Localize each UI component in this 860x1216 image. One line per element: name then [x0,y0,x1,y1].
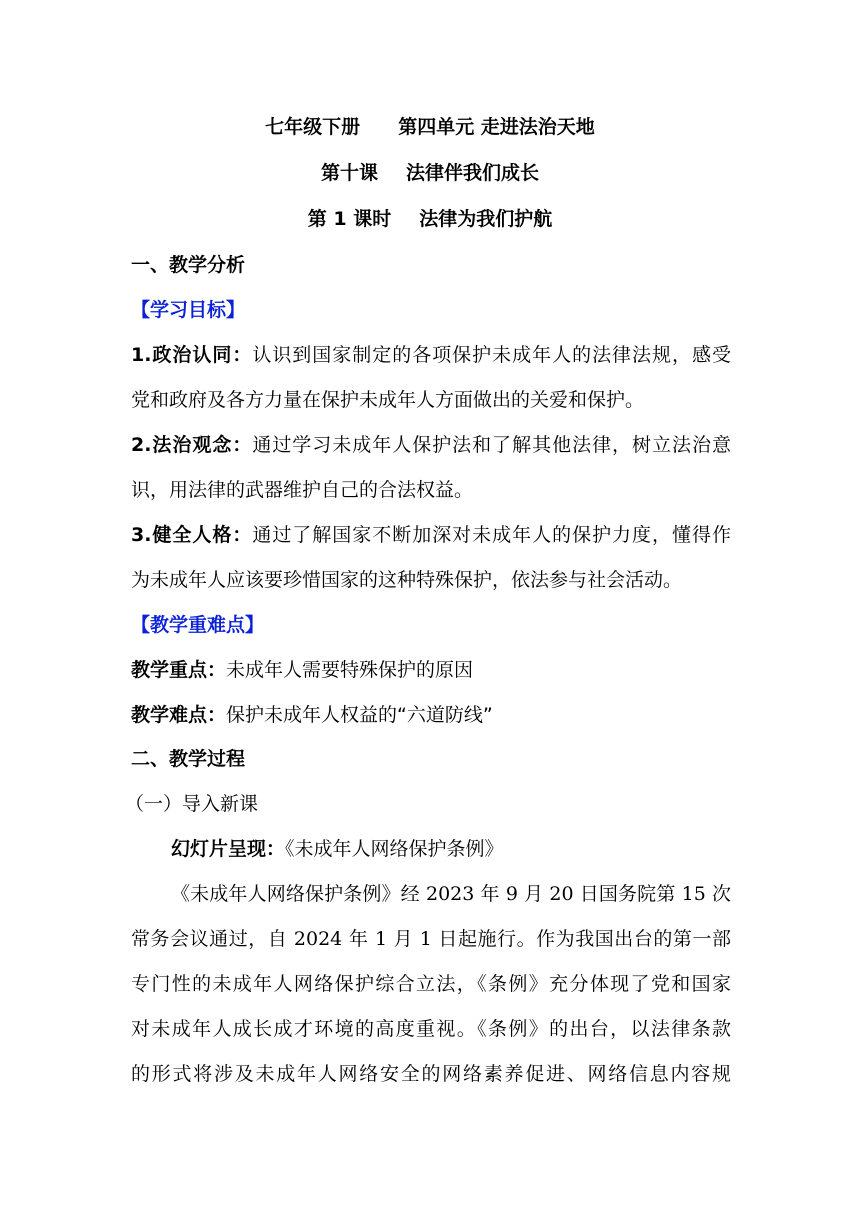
focus-text: 未成年人需要特殊保护的原因 [226,659,474,681]
focus-label: 教学重点： [131,659,227,681]
grade-label: 七年级下册 [265,116,361,138]
objective-3-line-2: 为未成年人应该要珍惜国家的这种特殊保护，依法参与社会活动。 [131,569,683,591]
objective-3-line-1 [131,522,731,548]
objectives-tag: 【学习目标】 [131,299,246,321]
subsection-intro: （一）导入新课 [125,793,259,815]
objective-1-label: 1.政治认同： [131,344,253,366]
keypoints-tag: 【教学重难点】 [131,614,265,636]
teaching-difficulty [131,702,731,728]
paragraph-line-4: 对未成年人成长成才环境的高度重视。《条例》的出台，以法律条款 [131,1018,731,1040]
title-line-1 [0,114,860,140]
lesson-number: 第十课 [320,162,378,184]
lesson-title: 法律伴我们成长 [406,162,540,184]
title-line-2 [0,160,860,186]
teaching-focus [131,657,731,683]
unit-title: 第四单元 走进法治天地 [398,116,595,138]
objective-2-line-1 [131,432,731,458]
period-number: 第 1 课时 [307,208,392,230]
paragraph-line-5: 的形式将涉及未成年人网络安全的网络素养促进、网络信息内容规 [131,1063,731,1085]
slide-line [131,836,771,862]
period-title: 法律为我们护航 [419,208,553,230]
objective-2-text-1: 通过学习未成年人保护法和了解其他法律，树立法治意 [252,434,731,456]
section2-heading: 二、教学过程 [131,748,246,770]
title-line-3 [0,206,860,232]
objective-1-line-1 [131,342,731,368]
slide-label: 幻灯片呈现： [171,838,286,860]
objective-1-text-1: 认识到国家制定的各项保护未成年人的法律法规，感受 [252,344,731,366]
objective-2-label: 2.法治观念： [131,434,253,456]
slide-text: 《未成年人网络保护条例》 [285,838,504,860]
paragraph-line-2: 常务会议通过，自 2024 年 1 月 1 日起施行。作为我国出台的第一部 [131,928,731,950]
objective-1-line-2: 党和政府及各方力量在保护未成年人方面做出的关爱和保护。 [131,389,645,411]
difficulty-text: 保护未成年人权益的“六道防线” [226,704,493,726]
objective-3-label: 3.健全人格： [131,524,253,546]
objective-2-line-2: 识，用法律的武器维护自己的合法权益。 [131,479,474,501]
section1-heading: 一、教学分析 [131,254,246,276]
objective-3-text-1: 通过了解国家不断加深对未成年人的保护力度，懂得作 [252,524,731,546]
paragraph-line-1: 《未成年人网络保护条例》经 2023 年 9 月 20 日国务院第 15 次 [171,883,731,905]
paragraph-line-3: 专门性的未成年人网络保护综合立法，《条例》充分体现了党和国家 [131,973,731,995]
difficulty-label: 教学难点： [131,704,227,726]
